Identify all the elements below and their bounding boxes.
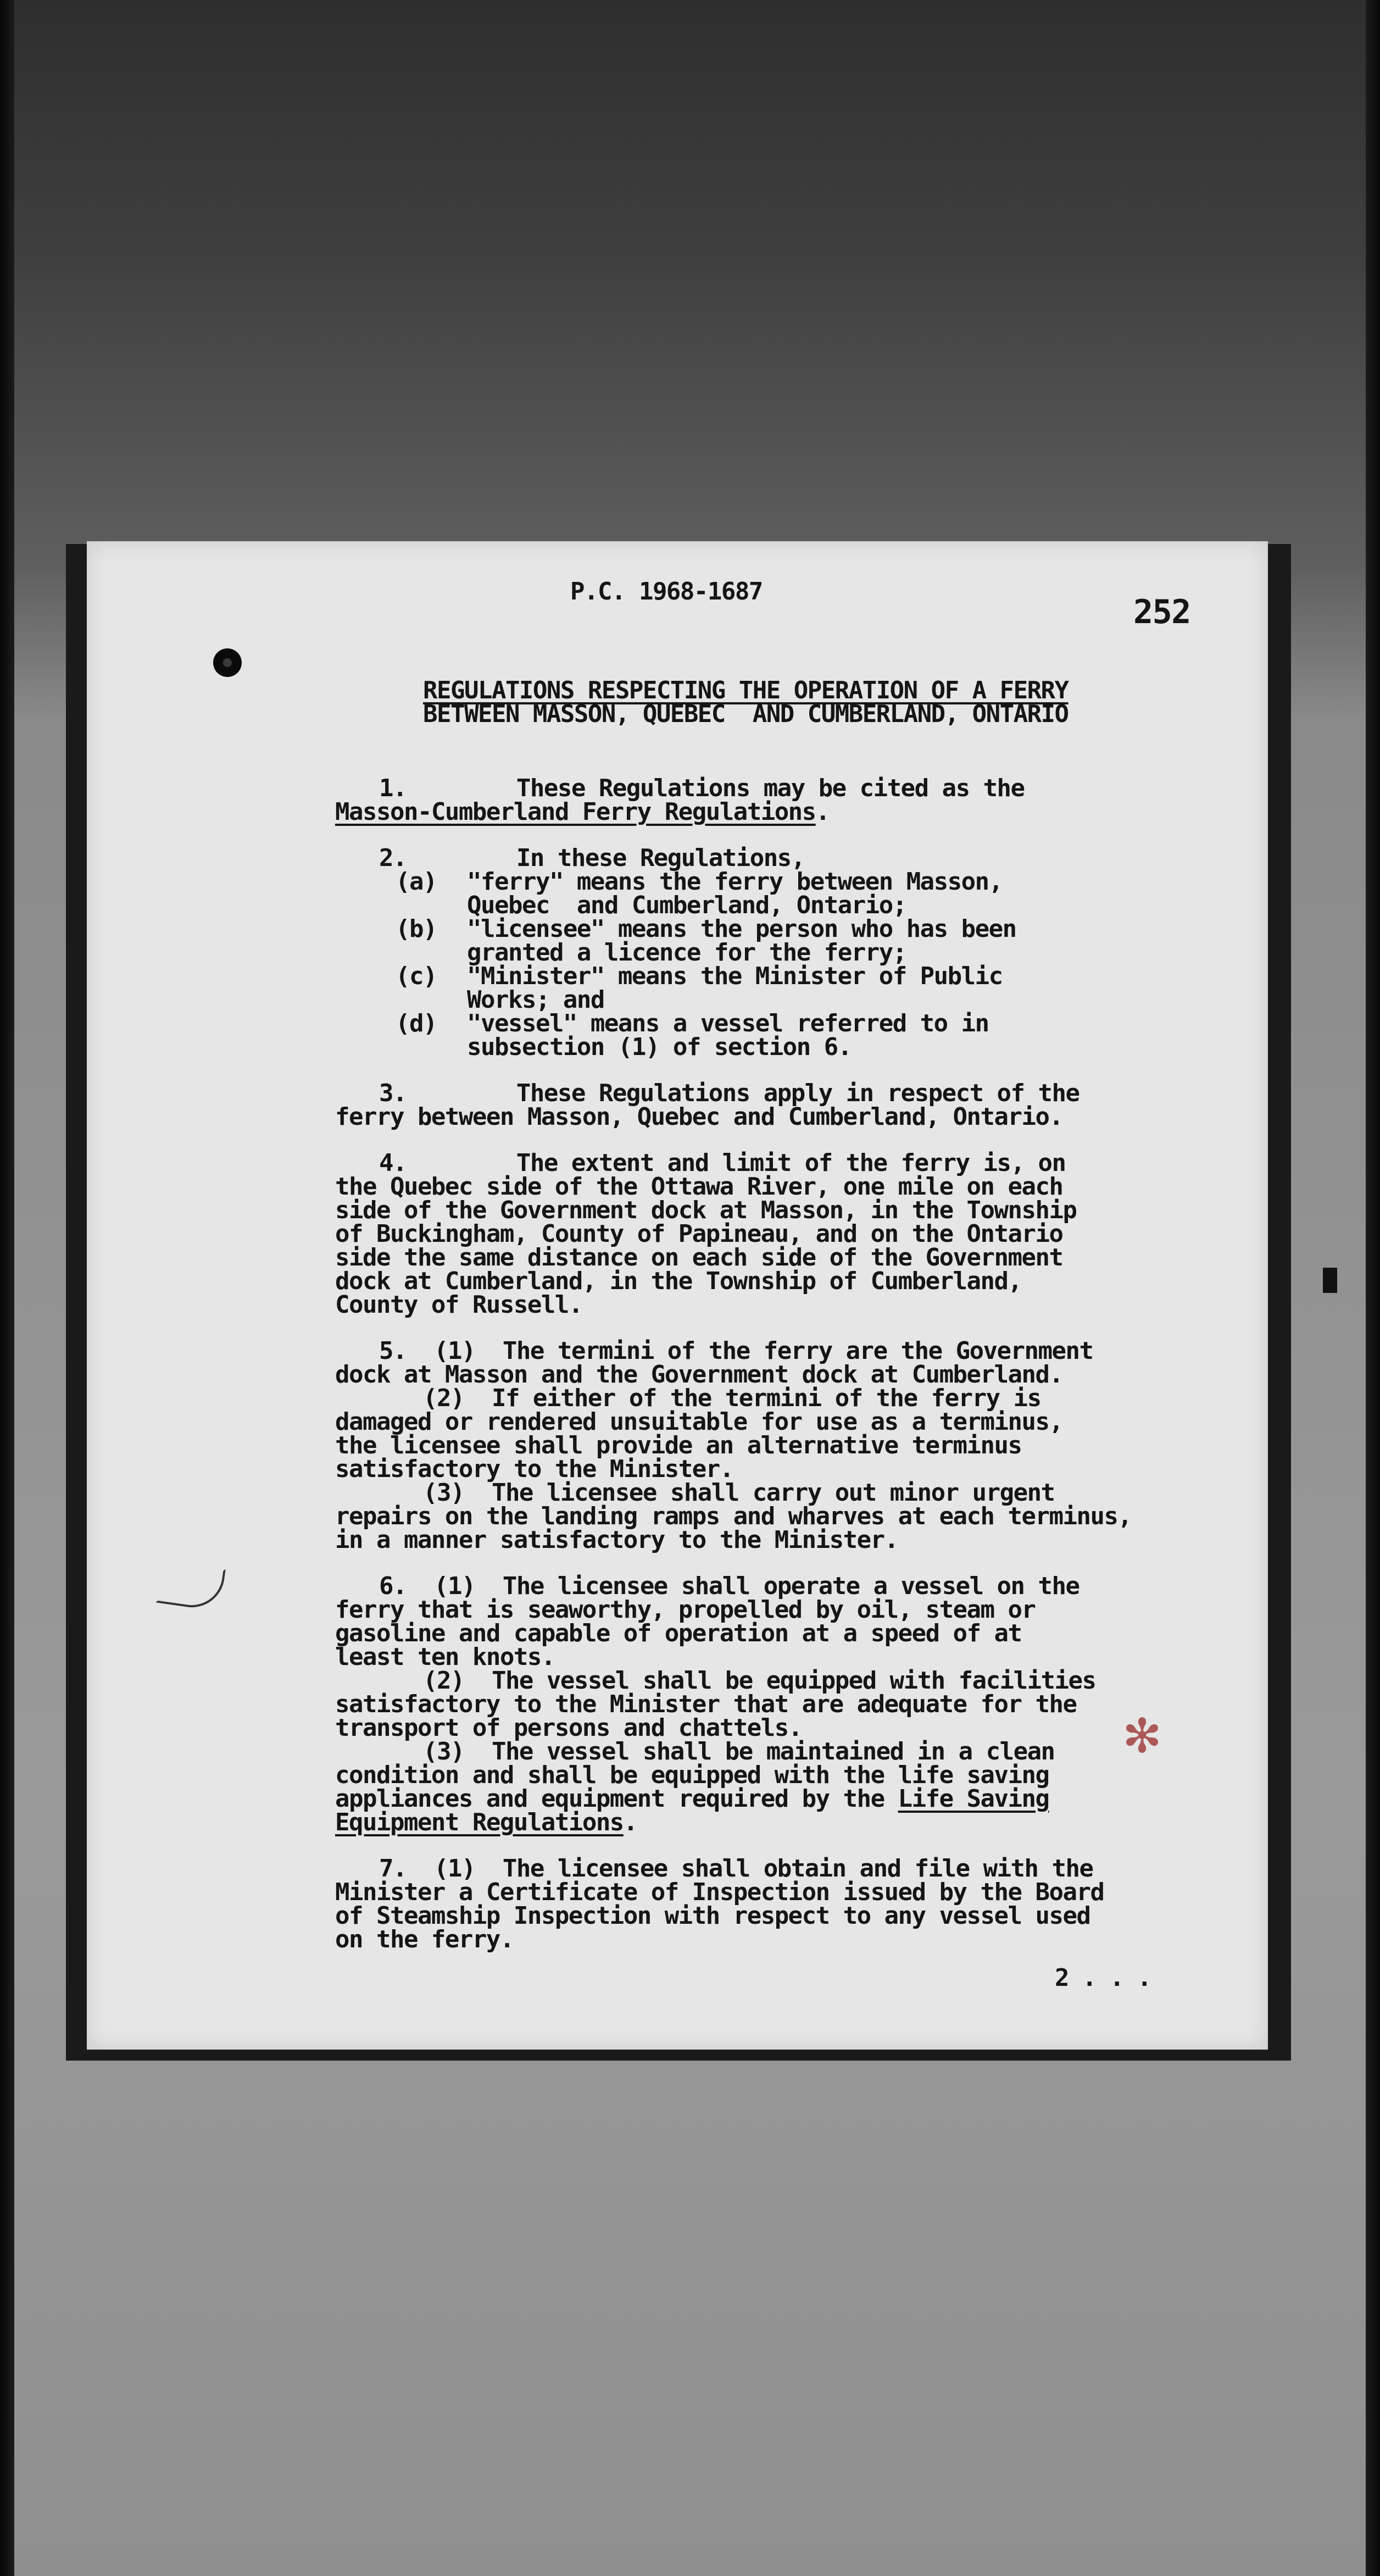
definition-c-marker: (c) xyxy=(396,962,437,990)
definition-a-marker: (a) xyxy=(396,868,437,896)
section-4-line: side the same distance on each side of the Government xyxy=(335,1243,1063,1272)
section-5-line: repairs on the landing ramps and wharves at each terminus, xyxy=(335,1502,1132,1530)
definition-b-line: "licensee" means the person who has been xyxy=(467,915,1016,943)
regulation-reference: Equipment Regulations xyxy=(335,1808,624,1836)
period: . xyxy=(623,1808,637,1836)
section-7-line: on the ferry. xyxy=(335,1925,514,1953)
document-page xyxy=(87,541,1268,2050)
section-3-line: ferry between Masson, Quebec and Cumberland, Ontario. xyxy=(335,1103,1063,1131)
definition-a-line: Quebec and Cumberland, Ontario; xyxy=(467,891,906,919)
definition-b-marker: (b) xyxy=(396,915,437,943)
section-1-short-title-line xyxy=(335,800,830,824)
section-5-line: the licensee shall provide an alternative terminus xyxy=(335,1431,1022,1459)
film-edge-left xyxy=(0,0,14,2576)
definition-b-line: granted a licence for the ferry; xyxy=(467,939,906,967)
section-5-line: 5. (1) The termini of the ferry are the Government xyxy=(379,1337,1093,1365)
definition-d-marker: (d) xyxy=(396,1009,437,1037)
line-text: appliances and equipment required by the xyxy=(335,1785,898,1813)
definition-d-line: "vessel" means a vessel referred to in xyxy=(467,1009,989,1037)
section-5-line: in a manner satisfactory to the Minister. xyxy=(335,1526,898,1554)
section-6-line: ferry that is seaworthy, propelled by oil, steam or xyxy=(335,1596,1036,1624)
section-6-line: transport of persons and chattels. xyxy=(335,1714,802,1742)
section-4-line: dock at Cumberland, in the Township of Cumberland, xyxy=(335,1267,1022,1295)
section-6-line: 6. (1) The licensee shall operate a vessel on the xyxy=(379,1572,1079,1600)
punch-hole-icon xyxy=(213,648,242,677)
definition-c-line: "Minister" means the Minister of Public xyxy=(467,962,1003,990)
continuation-marker: 2 . . . xyxy=(1055,1964,1151,1992)
section-6-line: gasoline and capable of operation at a speed of at xyxy=(335,1619,1022,1647)
title-line-1: REGULATIONS RESPECTING THE OPERATION OF A FERRY xyxy=(423,676,1069,704)
asterisk-stamp-icon: ✻ xyxy=(1122,1709,1162,1764)
short-title: Masson-Cumberland Ferry Regulations xyxy=(335,798,816,826)
section-6-line: (2) The vessel shall be equipped with facilities xyxy=(423,1667,1096,1695)
page-number: 252 xyxy=(1133,593,1190,631)
section-7-line: Minister a Certificate of Inspection issued by the Board xyxy=(335,1878,1104,1906)
definition-d-line: subsection (1) of section 6. xyxy=(467,1033,852,1061)
period: . xyxy=(815,798,830,826)
section-1-line: 1. These Regulations may be cited as the xyxy=(379,774,1025,802)
definition-c-line: Works; and xyxy=(467,986,604,1014)
section-4-line: County of Russell. xyxy=(335,1291,582,1319)
section-5-line: dock at Masson and the Government dock at Cumberland. xyxy=(335,1361,1063,1389)
section-6-line: least ten knots. xyxy=(335,1643,555,1671)
film-edge-right xyxy=(1366,0,1380,2576)
section-3-line: 3. These Regulations apply in respect of the xyxy=(379,1079,1079,1107)
section-4-line: 4. The extent and limit of the ferry is, on xyxy=(379,1149,1066,1177)
section-6-line xyxy=(335,1787,1049,1811)
section-5-line: (3) The licensee shall carry out minor urgent xyxy=(423,1479,1055,1507)
section-7-line: 7. (1) The licensee shall obtain and file with the xyxy=(379,1855,1093,1883)
section-4-line: of Buckingham, County of Papineau, and on the Ontario xyxy=(335,1220,1063,1248)
regulation-reference: Life Saving xyxy=(898,1785,1049,1813)
section-6-line xyxy=(335,1808,637,1836)
section-5-line: satisfactory to the Minister. xyxy=(335,1455,733,1483)
section-6-line: condition and shall be equipped with the life saving xyxy=(335,1761,1049,1789)
pen-mark-icon xyxy=(155,1560,226,1612)
order-number: P.C. 1968-1687 xyxy=(570,578,763,606)
section-4-line: side of the Government dock at Masson, in the Township xyxy=(335,1196,1077,1224)
margin-mark xyxy=(1323,1268,1337,1293)
section-6-line: (3) The vessel shall be maintained in a clean xyxy=(423,1737,1055,1766)
section-7-line: of Steamship Inspection with respect to any vessel used xyxy=(335,1902,1090,1930)
section-5-line: damaged or rendered unsuitable for use as a terminus, xyxy=(335,1408,1063,1436)
section-2-intro: 2. In these Regulations, xyxy=(379,844,805,872)
section-5-line: (2) If either of the termini of the ferry is xyxy=(423,1384,1041,1412)
title-line-2: BETWEEN MASSON, QUEBEC AND CUMBERLAND, ONTARIO xyxy=(423,700,1069,728)
definition-a-line: "ferry" means the ferry between Masson, xyxy=(467,868,1003,896)
section-6-line: satisfactory to the Minister that are adequate for the xyxy=(335,1690,1077,1718)
section-4-line: the Quebec side of the Ottawa River, one mile on each xyxy=(335,1173,1063,1201)
